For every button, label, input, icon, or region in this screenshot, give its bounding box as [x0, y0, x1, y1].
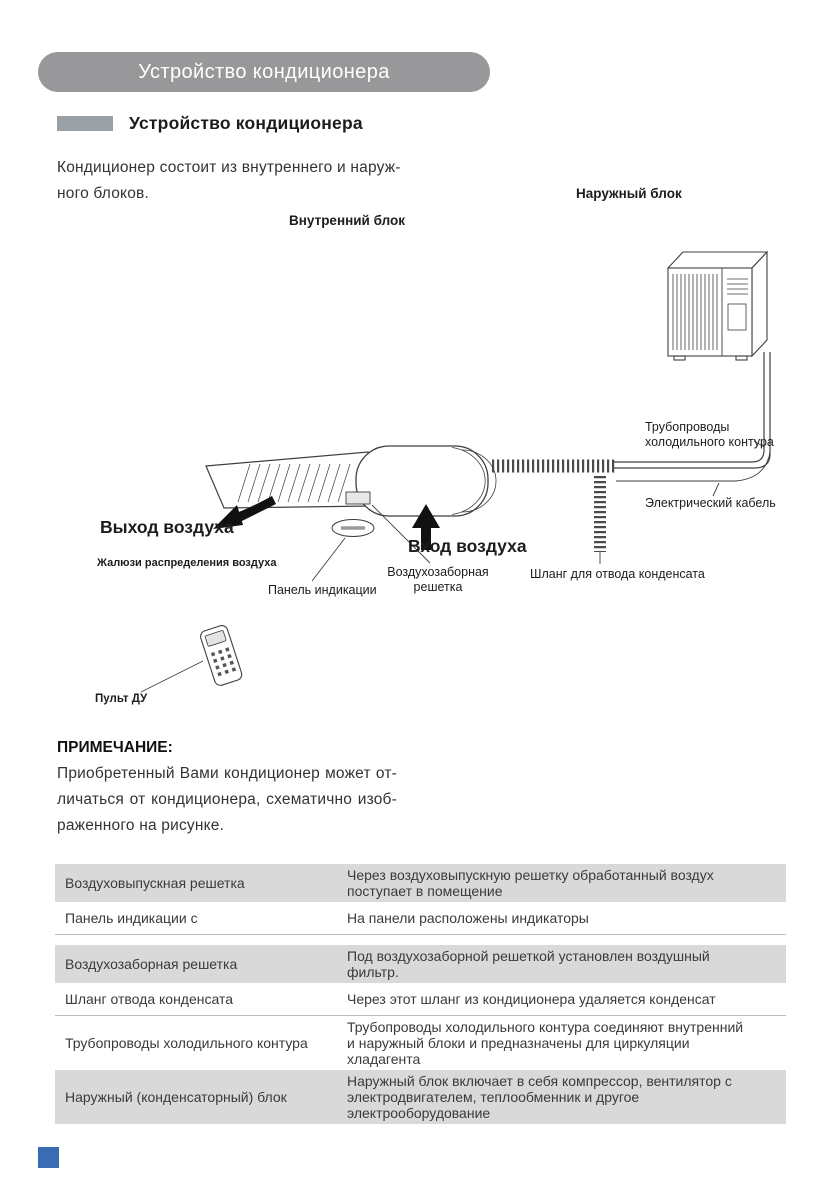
table-row [55, 902, 786, 935]
section-marker [57, 116, 113, 131]
indoor-unit-label: Внутренний блок [289, 213, 406, 228]
component-description: На панели расположены индикаторы [347, 910, 589, 926]
component-name: Трубопроводы холодильного контура [65, 1035, 308, 1051]
component-description: Через воздуховыпускную решетку обработанный воздух поступает в помещение [347, 867, 714, 899]
intake-grille-label: Воздухозаборная решетка [387, 565, 489, 594]
table-row [55, 864, 786, 902]
component-name: Шланг отвода конденсата [65, 991, 234, 1007]
indoor-unit-drawing [206, 446, 496, 537]
component-name: Воздуховыпускная решетка [65, 875, 245, 891]
ac-diagram-drawing [0, 230, 840, 730]
page-header-title: Устройство кондиционера [138, 60, 390, 83]
note-line-3: раженного на рисунке. [57, 817, 225, 834]
section-title: Устройство кондиционера [129, 113, 363, 133]
page-corner-marker [38, 1147, 59, 1168]
electric-cable-line [616, 452, 770, 481]
remote-control-drawing [199, 624, 243, 687]
table-row [55, 1016, 786, 1070]
outdoor-unit-drawing [668, 252, 767, 360]
remote-control-label: Пульт ДУ [95, 693, 148, 705]
condensate-hose-label: Шланг для отвода конденсата [530, 567, 705, 581]
intro-line-1: Кондиционер состоит из внутреннего и наруж- [57, 159, 401, 176]
component-description: Наружный блок включает в себя компрессор, вентилятор с электродвигателем, теплообменник и другое электрооборудование [347, 1073, 732, 1121]
section-heading [57, 113, 363, 134]
note-line-1: Приобретенный Вами кондиционер может от- [57, 765, 397, 782]
note-line-2: личаться от кондиционера, схематично изоб- [57, 791, 397, 808]
component-name: Воздухозаборная решетка [65, 956, 238, 972]
component-name: Наружный (конденсаторный) блок [65, 1089, 287, 1105]
table-row [55, 945, 786, 983]
louvers-label: Жалюзи распределения воздуха [97, 557, 277, 569]
component-description: Трубопроводы холодильного контура соединяют внутренний и наружный блоки и предназначены для циркуляции хладагента [347, 1019, 744, 1067]
intake-grille-detail [346, 492, 370, 504]
note-block [57, 739, 397, 839]
air-outlet-label: Выход воздуха [100, 517, 234, 537]
components-table [55, 864, 786, 1124]
refrigerant-pipes-label: Трубопроводы холодильного контура [645, 420, 774, 449]
intro-paragraph [57, 155, 409, 207]
note-title: ПРИМЕЧАНИЕ: [57, 739, 173, 756]
component-description: Через этот шланг из кондиционера удаляется конденсат [347, 991, 716, 1007]
page-header-banner [38, 52, 490, 92]
table-row [55, 983, 786, 1016]
refrigerant-pipes-drawing [614, 352, 770, 468]
air-inlet-label: Вход воздуха [408, 536, 527, 556]
intro-line-2: ного блоков. [57, 185, 149, 202]
electric-cable-label: Электрический кабель [645, 496, 776, 510]
indicator-panel-label: Панель индикации [268, 583, 377, 597]
table-row [55, 1070, 786, 1124]
outdoor-unit-label: Наружный блок [576, 186, 682, 201]
component-description: Под воздухозаборной решеткой установлен воздушный фильтр. [347, 948, 710, 980]
component-name: Панель индикации с [65, 910, 198, 926]
